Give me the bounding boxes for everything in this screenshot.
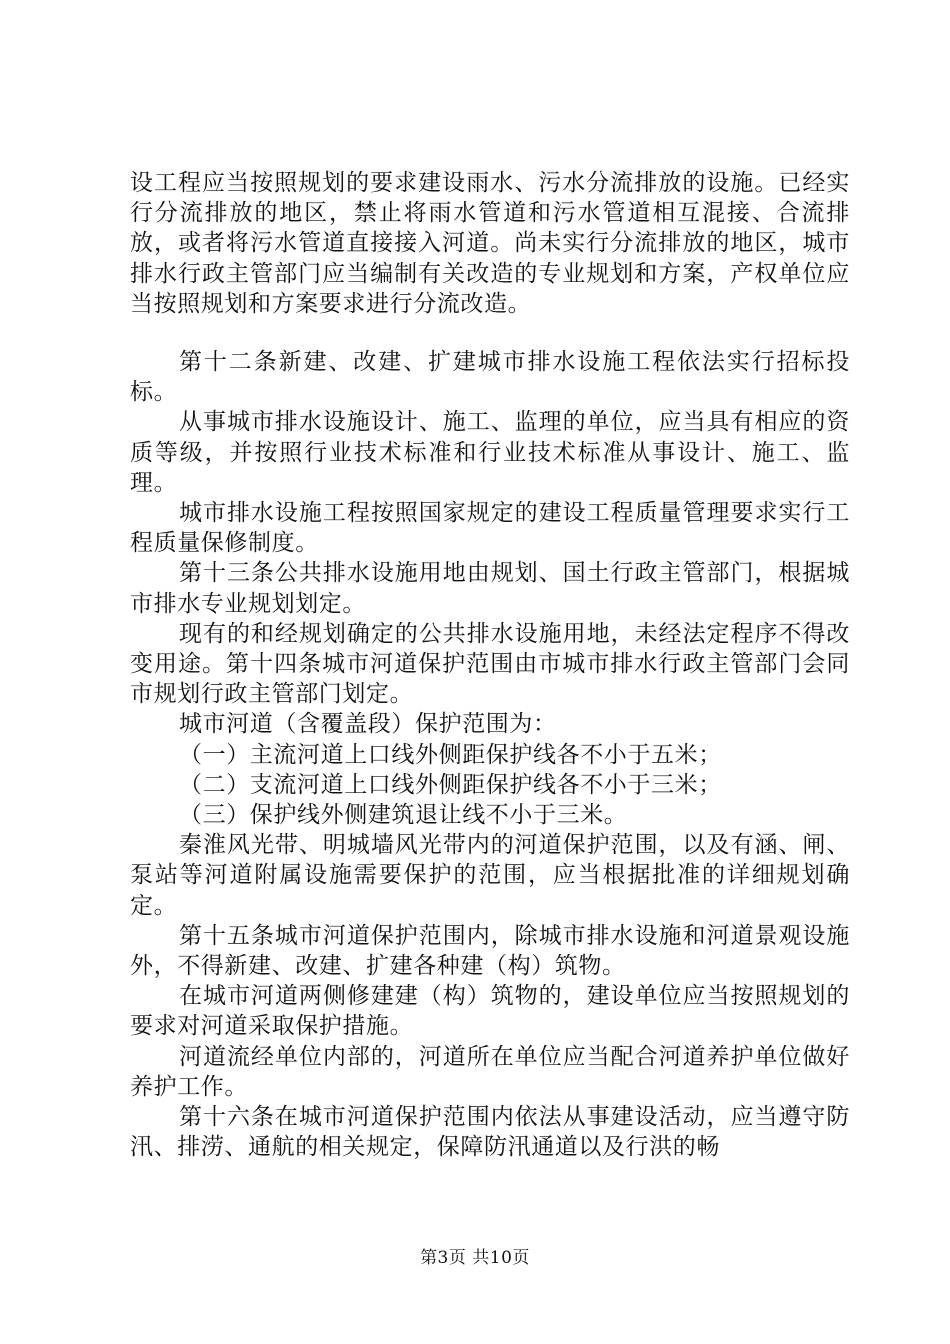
paragraph-article-12: 第十二条新建、改建、扩建城市排水设施工程依法实行招标投标。 xyxy=(130,349,850,406)
paragraph-article-15: 第十五条城市河道保护范围内，除城市排水设施和河道景观设施外，不得新建、改建、扩建各种建（构）筑物。 xyxy=(130,922,850,980)
paragraph-article-16: 第十六条在城市河道保护范围内依法从事建设活动，应当遵守防汛、排涝、通航的相关规定，保障防汛通道以及行洪的畅 xyxy=(130,1104,850,1161)
list-item-main-river: （一）主流河道上口线外侧距保护线各不小于五米； xyxy=(179,741,722,768)
page-number-footer: 第3页 共10页 xyxy=(420,1248,530,1268)
document-body xyxy=(130,168,850,1163)
paragraph-riverside-construction: 在城市河道两侧修建建（构）筑物的，建设单位应当按照规划的要求对河道采取保护措施。 xyxy=(130,983,850,1040)
paragraph-quality-warranty: 城市排水设施工程按照国家规定的建设工程质量管理要求实行工程质量保修制度。 xyxy=(130,500,850,557)
list-item-branch-river: （二）支流河道上口线外侧距保护线各不小于三米； xyxy=(179,771,722,798)
paragraph-article-13: 第十三条公共排水设施用地由规划、国土行政主管部门，根据城市排水专业规划划定。 xyxy=(130,560,850,617)
paragraph-scenic-belt: 秦淮风光带、明城墙风光带内的河道保护范围，以及有涵、闸、泵站等河道附属设施需要保护的范围，应当根据批准的详细规划确定。 xyxy=(130,832,850,919)
paragraph-protection-scope-intro: 城市河道（含覆盖段）保护范围为： xyxy=(179,711,557,738)
paragraph-maintenance: 河道流经单位内部的，河道所在单位应当配合河道养护单位做好养护工作。 xyxy=(130,1043,850,1100)
list-item-setback-line: （三）保护线外侧建筑退让线不小于三米。 xyxy=(179,802,628,829)
paragraph-article-14: 现有的和经规划确定的公共排水设施用地，未经法定程序不得改变用途。第十四条城市河道保护范围由市城市排水行政主管部门会同市规划行政主管部门划定。 xyxy=(130,620,850,708)
paragraph-drainage-facilities: 设工程应当按照规划的要求建设雨水、污水分流排放的设施。已经实行分流排放的地区，禁止将雨水管道和污水管道相互混接、合流排放，或者将污水管道直接接入河道。尚未实行分流排放的地区，城市排水行政主管部门应当编制有关改造的专业规划和方案，产权单位应当按照规划和方案要求进行分流改造。 xyxy=(130,170,850,317)
paragraph-qualification: 从事城市排水设施设计、施工、监理的单位，应当具有相应的资质等级，并按照行业技术标准和行业技术标准从事设计、施工、监理。 xyxy=(130,409,850,496)
